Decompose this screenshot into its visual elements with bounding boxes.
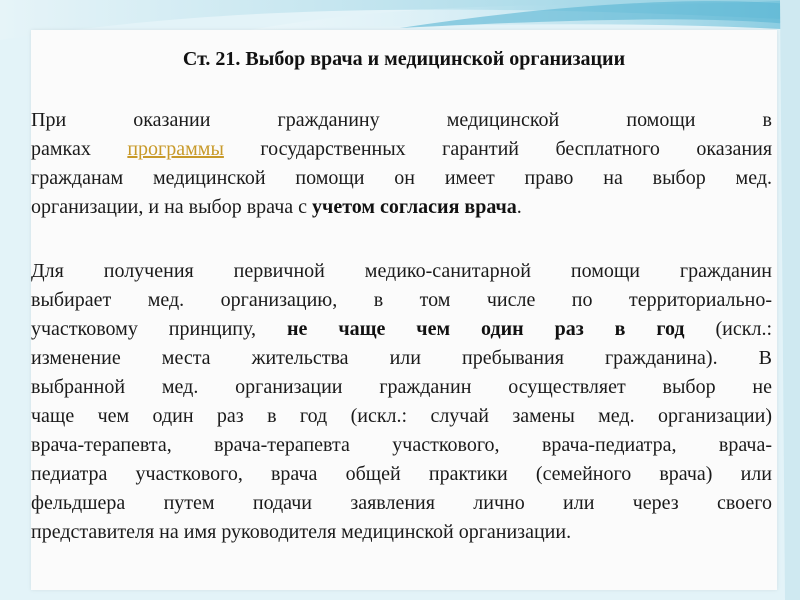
paragraph-2-line-4: изменение места жительства или пребывания гражданина). В <box>31 347 772 369</box>
paragraph-1-line-2: рамках программы государственных гарантий бесплатного оказания <box>31 138 772 160</box>
paragraph-1-line-3: гражданам медицинской помощи он имеет право на выбор мед. <box>31 167 772 189</box>
paragraph-2-line-1: Для получения первичной медико-санитарной помощи гражданин <box>31 260 772 282</box>
bullet-paragraph-1 <box>31 106 772 222</box>
emphasis-once-a-year: не чаще чем один раз в год <box>286 318 685 340</box>
paragraph-2-line-9: фельдшера путем подачи заявления лично или через своего <box>31 492 772 514</box>
paragraph-2-line-10: представителя на имя руководителя медицинской организации. <box>31 521 572 543</box>
bullet-paragraph-2 <box>31 257 772 547</box>
paragraph-2-line-2: выбирает мед. организацию, в том числе по территориально- <box>31 289 772 311</box>
programs-link[interactable]: программы <box>127 138 224 160</box>
paragraph-2-line-3: участковому принципу, не чаще чем один раз в год (искл.: <box>31 318 772 340</box>
paragraph-1-line-4: организации, и на выбор врача с учетом согласия врача. <box>31 196 522 218</box>
slide-content <box>31 30 777 590</box>
emphasis-doctor-consent: учетом согласия врача <box>312 196 517 218</box>
paragraph-2-line-7: врача-терапевта, врача-терапевта участкового, врача-педиатра, врача- <box>31 434 772 456</box>
slide-title: Ст. 21. Выбор врача и медицинской организации <box>182 48 626 70</box>
paragraph-2-line-6: чаще чем один раз в год (искл.: случай замены мед. организации) <box>31 405 772 427</box>
paragraph-2-line-5: выбранной мед. организации гражданин осуществляет выбор не <box>31 376 772 398</box>
paragraph-2-line-8: педиатра участкового, врача общей практики (семейного врача) или <box>31 463 772 485</box>
paragraph-1-line-1: При оказании гражданину медицинской помощи в <box>31 109 772 131</box>
